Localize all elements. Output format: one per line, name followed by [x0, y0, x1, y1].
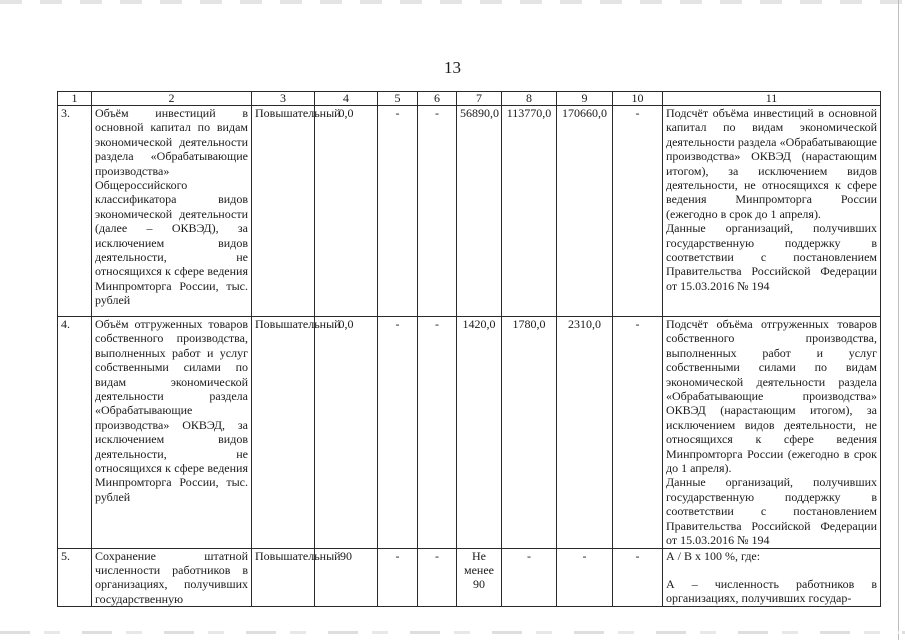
value-col-10: - — [613, 106, 663, 317]
value-col-6: - — [418, 548, 457, 607]
header-col-4: 4 — [315, 92, 378, 106]
header-col-9: 9 — [557, 92, 613, 106]
source-text: А – численность работников в организациях, получивших государ- — [666, 576, 877, 606]
indicators-table — [57, 91, 881, 607]
table-row — [58, 317, 881, 549]
value-col-10: - — [613, 548, 663, 607]
header-col-8: 8 — [502, 92, 557, 106]
indicator-type: Повышательный — [252, 548, 315, 607]
row-number: 4. — [58, 317, 92, 549]
value-col-9: 170660,0 — [557, 106, 613, 317]
header-col-2: 2 — [92, 92, 252, 106]
value-col-7: 56890,0 — [457, 106, 502, 317]
header-col-3: 3 — [252, 92, 315, 106]
scan-edge-top — [0, 0, 905, 4]
value-col-4: 0,0 — [315, 106, 378, 317]
method-text: Подсчёт объёма отгруженных товаров собственного производства, выполненных работ и услуг собственными силами по видам экономической деятельности раздела «Обрабатывающие производства» ОКВЭД (нарастающим итогом), за исключением видов деятельности, не относящихся к сфере ведения Минпромторга России (ежегодно в срок до 1 апреля). — [666, 317, 877, 476]
row-number: 3. — [58, 106, 92, 317]
value-col-7: 1420,0 — [457, 317, 502, 549]
indicator-type: Повышательный — [252, 106, 315, 317]
value-col-5: - — [378, 317, 418, 549]
header-col-10: 10 — [613, 92, 663, 106]
header-col-11: 11 — [663, 92, 881, 106]
indicator-name: Объём отгруженных товаров собственного производства, выполненных работ и услуг собственными силами по видам экономической деятельности раздела «Обрабатывающие производства» ОКВЭД, за исключением видов деятельности, не относящихся к сфере ведения Минпромторга России, тыс. рублей — [92, 317, 252, 549]
method-text: А / В х 100 %, где: — [666, 548, 761, 563]
source-text: Данные организаций, получивших государственную поддержку в соответствии с постановлением Правительства Российской Федерации от 15.03.2016 № 194 — [666, 475, 877, 548]
value-col-7: Не менее 90 — [457, 548, 502, 607]
value-col-6: - — [418, 317, 457, 549]
value-col-5: - — [378, 106, 418, 317]
indicator-name: Объём инвестиций в основной капитал по видам экономической деятельности раздела «Обрабатывающие производства» Общероссийского классификатора видов экономической деятельности (далее – ОКВЭД), за исключением видов деятельности, не относящихся к сфере ведения Минпромторга России, тыс. рублей — [92, 106, 252, 317]
value-col-4: 0,0 — [315, 317, 378, 549]
value-col-4: 90 — [315, 548, 378, 607]
scan-edge-bottom — [0, 631, 905, 634]
source-text: Данные организаций, получивших государственную поддержку в соответствии с постановлением Правительства Российской Федерации от 15.03.2016 № 194 — [666, 221, 877, 293]
method-text: Подсчёт объёма инвестиций в основной капитал по видам экономической деятельности раздела «Обрабатывающие производства» ОКВЭД (нарастающим итогом), за исключением видов деятельности, не относящихся к сфере ведения Минпромторга России (ежегодно в срок до 1 апреля). — [666, 106, 877, 221]
calculation-method — [663, 548, 881, 607]
page-number: 13 — [444, 58, 461, 77]
value-col-9: 2310,0 — [557, 317, 613, 549]
scan-edge-right — [898, 0, 899, 640]
value-col-6: - — [418, 106, 457, 317]
header-col-7: 7 — [457, 92, 502, 106]
header-col-6: 6 — [418, 92, 457, 106]
calculation-method — [663, 317, 881, 549]
header-row — [58, 92, 881, 106]
calculation-method — [663, 106, 881, 317]
indicator-name: Сохранение штатной численности работников в организациях, получивших государственную — [92, 548, 252, 607]
value-col-10: - — [613, 317, 663, 549]
value-col-8: - — [502, 548, 557, 607]
value-col-8: 113770,0 — [502, 106, 557, 317]
table-row — [58, 548, 881, 607]
value-col-9: - — [557, 548, 613, 607]
header-col-1: 1 — [58, 92, 92, 106]
row-number: 5. — [58, 548, 92, 607]
value-col-8: 1780,0 — [502, 317, 557, 549]
indicator-type: Повышательный — [252, 317, 315, 549]
paragraph-gap — [666, 563, 877, 577]
table-row — [58, 106, 881, 317]
value-col-5: - — [378, 548, 418, 607]
header-col-5: 5 — [378, 92, 418, 106]
